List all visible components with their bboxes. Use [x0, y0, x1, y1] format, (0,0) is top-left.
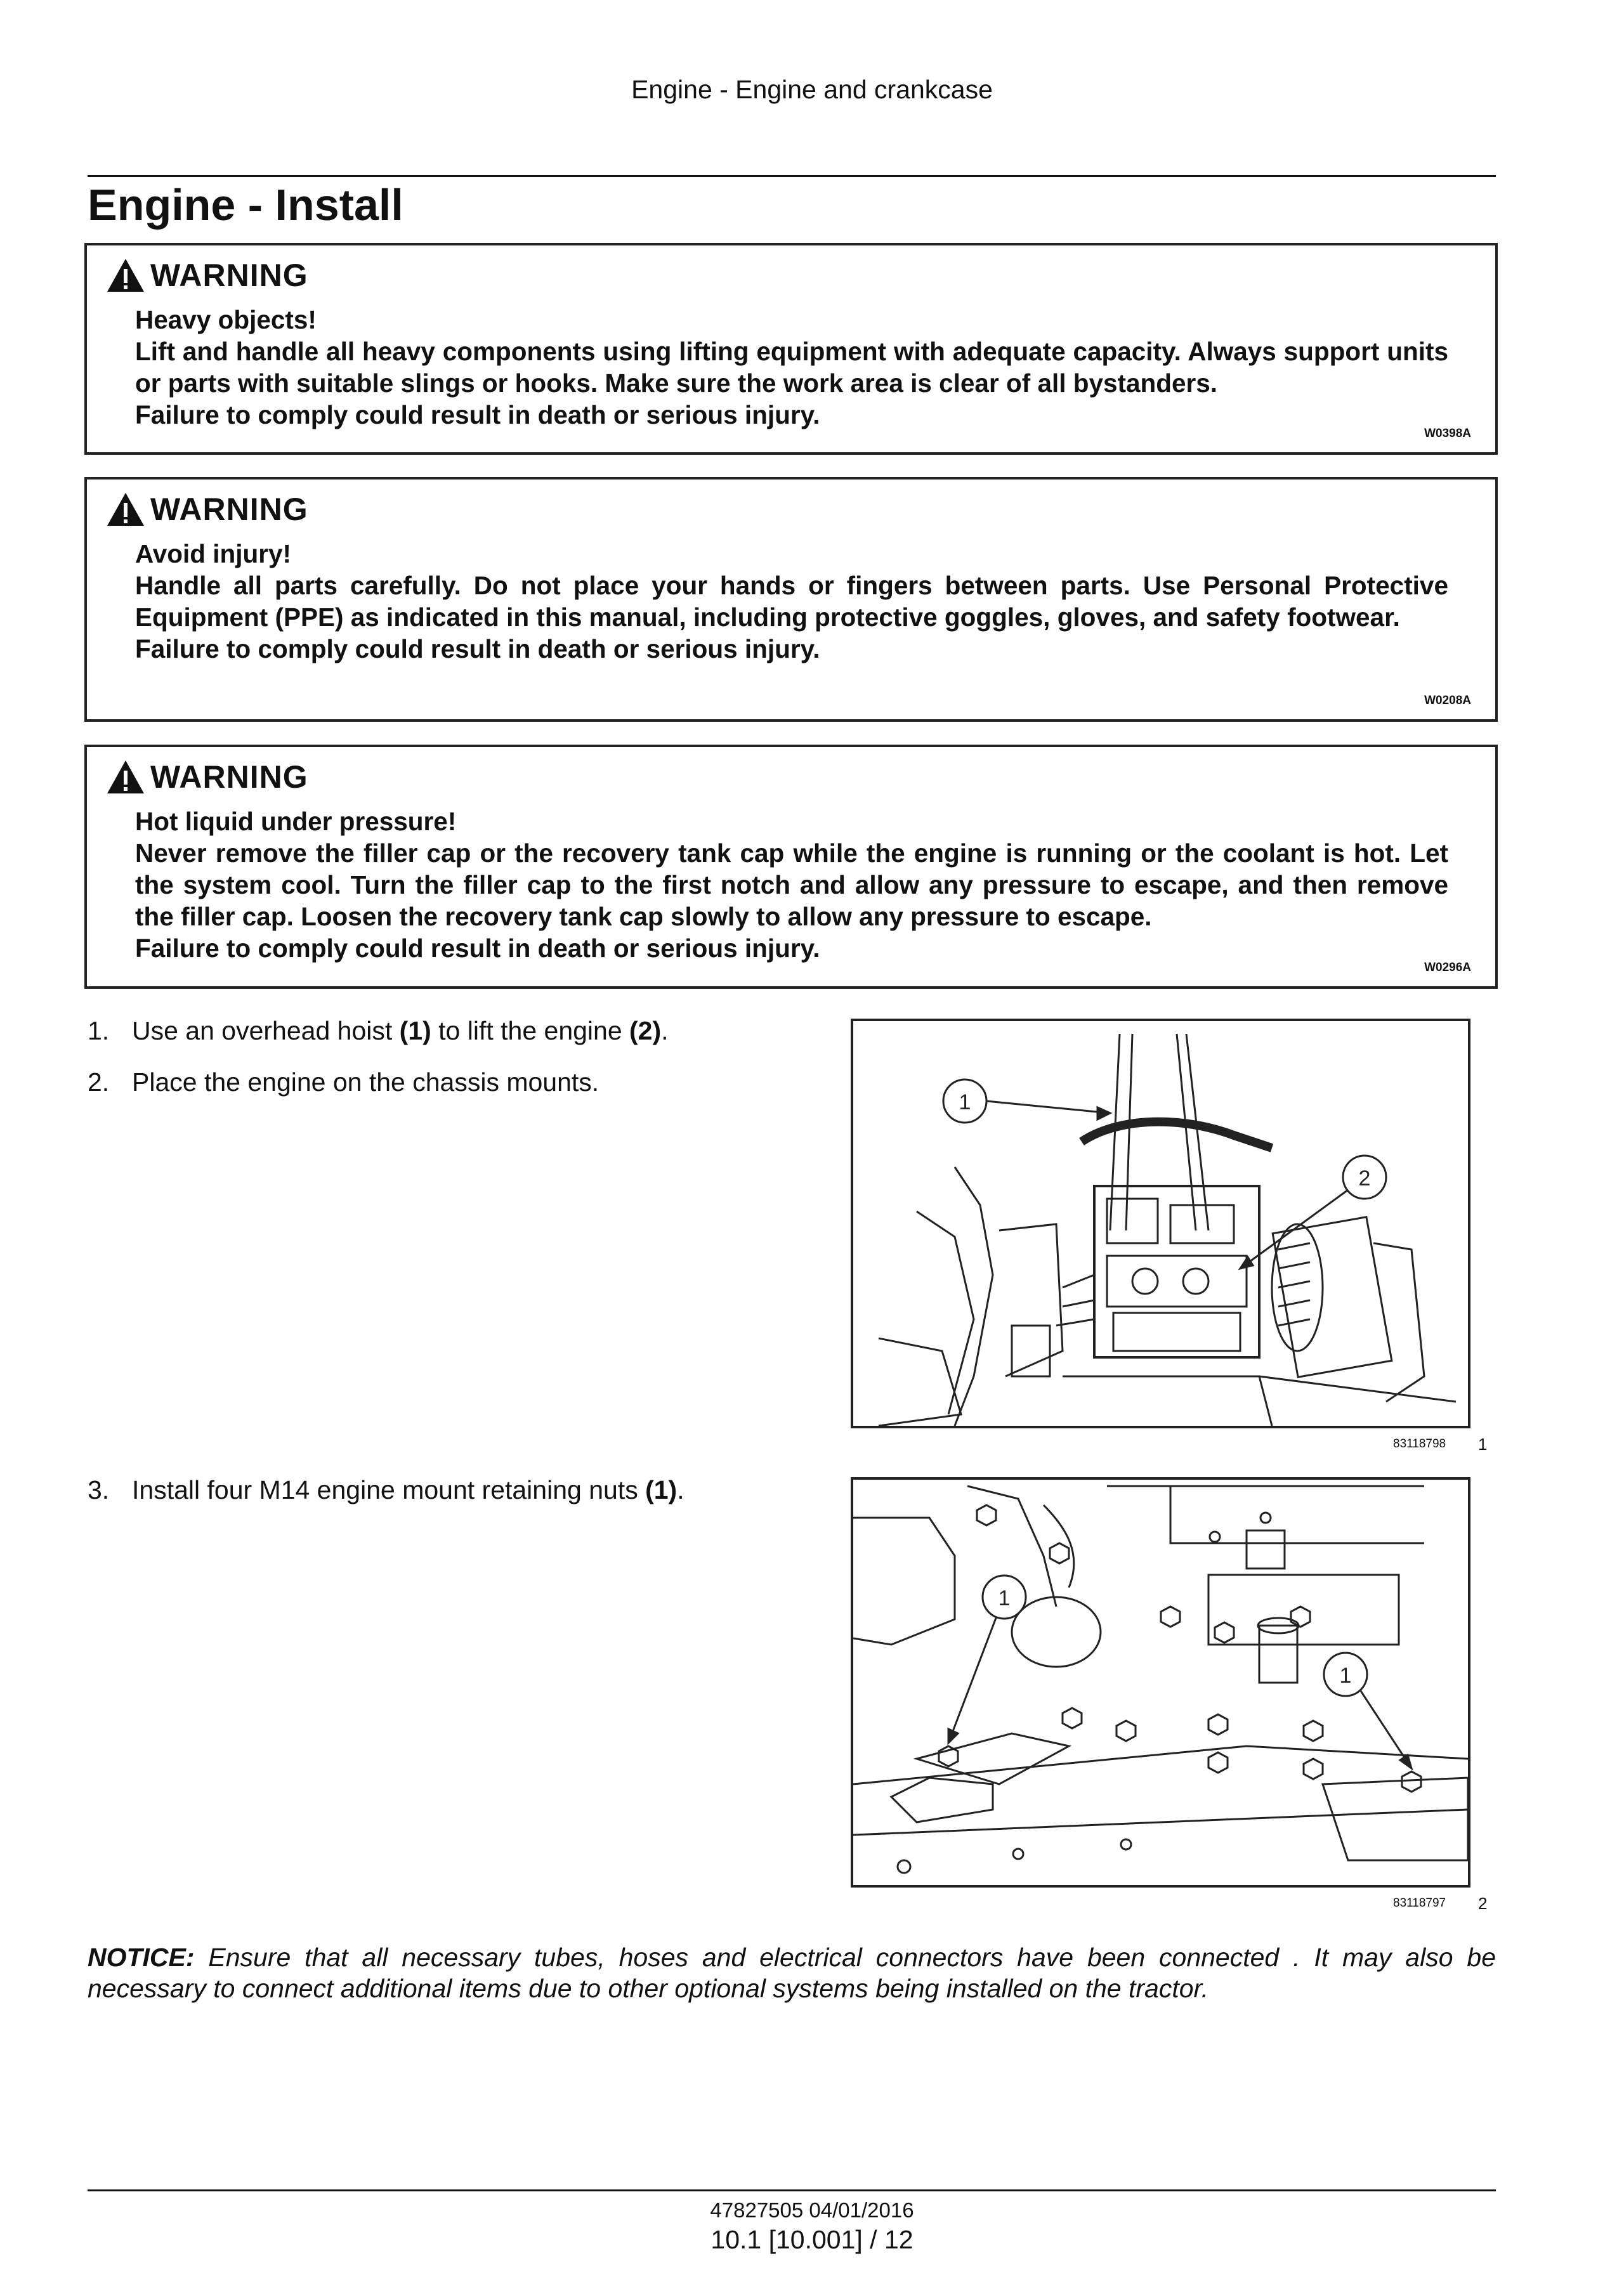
warning-consequence: Failure to comply could result in death or serious injury.: [135, 634, 820, 663]
step-number: 2.: [88, 1067, 110, 1097]
header-rule: [88, 175, 1496, 177]
warning-label: WARNING: [150, 759, 308, 795]
warning-text: Lift and handle all heavy components using lifting equipment with adequate capacity. Always support units or parts with suitable slings or hooks. Make sure the work area is clear of all bystanders.: [135, 337, 1448, 398]
figure-2-callout-1-left: 1: [998, 1586, 1011, 1610]
footer-page-ref: 10.1 [10.001] / 12: [710, 2225, 914, 2254]
step-3: 3. Install four M14 engine mount retaining nuts (1).: [88, 1475, 684, 1504]
figure-1-number: 1: [1478, 1435, 1488, 1454]
warning-lead: Avoid injury!: [135, 539, 292, 568]
running-header: Engine - Engine and crankcase: [631, 75, 993, 104]
warning-triangle-icon: [106, 759, 145, 795]
warning-code: W0208A: [1424, 694, 1471, 707]
callout-ref: (2): [629, 1016, 662, 1045]
step-number: 3.: [88, 1475, 110, 1504]
warning-triangle-icon: [106, 492, 145, 527]
step-2: 2. Place the engine on the chassis mounts.: [88, 1067, 599, 1097]
page-title: Engine - Install: [88, 180, 403, 230]
warning-triangle-icon: [106, 258, 145, 293]
warning-box-heavy-objects: [84, 243, 1498, 455]
warning-code: W0296A: [1424, 961, 1471, 974]
footer-doc-id: 47827505 04/01/2016: [710, 2198, 914, 2222]
warning-lead: Hot liquid under pressure!: [135, 807, 457, 836]
step-number: 1.: [88, 1016, 110, 1045]
figure-1-code: 83118798: [1393, 1437, 1446, 1451]
warning-code: W0398A: [1424, 427, 1471, 440]
notice-label: NOTICE:: [88, 1943, 195, 1972]
figure-1-callout-2: 2: [1358, 1166, 1371, 1190]
warning-label: WARNING: [150, 258, 308, 293]
footer-rule: [88, 2189, 1496, 2191]
figure-2-callout-1-right: 1: [1339, 1664, 1352, 1688]
engine-mount-illustration: [853, 1480, 1468, 1885]
warning-consequence: Failure to comply could result in death or serious injury.: [135, 934, 820, 963]
callout-ref: (1): [645, 1475, 678, 1504]
warning-text: Never remove the filler cap or the recovery tank cap while the engine is running or the coolant is hot. Let the system cool. Turn the filler cap to the first notch and allow any pressure to escape, and then remove the filler cap. Loosen the recovery tank cap slowly to allow any pressure to escape.: [135, 838, 1448, 931]
callout-ref: (1): [399, 1016, 431, 1045]
step-1: 1. Use an overhead hoist (1) to lift the engine (2).: [88, 1016, 669, 1045]
engine-hoist-illustration: [853, 1021, 1468, 1426]
figure-2-code: 83118797: [1393, 1896, 1446, 1910]
warning-box-hot-liquid: [84, 745, 1498, 989]
warning-box-avoid-injury: [84, 477, 1498, 722]
figure-1-callout-1: 1: [959, 1090, 971, 1114]
warning-lead: Heavy objects!: [135, 305, 317, 334]
figure-engine-hoist: [851, 1019, 1470, 1428]
warning-consequence: Failure to comply could result in death or serious injury.: [135, 400, 820, 429]
warning-label: WARNING: [150, 492, 308, 527]
figure-2-number: 2: [1478, 1894, 1488, 1913]
warning-text: Handle all parts carefully. Do not place your hands or fingers between parts. Use Personal Protective Equipment (PPE) as indicated in this manual, including protective goggles, gloves, and safety footwear.: [135, 571, 1448, 632]
figure-engine-mounts: [851, 1477, 1470, 1888]
notice-paragraph: [88, 1942, 1496, 2004]
notice-text: Ensure that all necessary tubes, hoses and electrical connectors have been connected . It may also be necessary to connect additional items due to other optional systems being installed on the tractor.: [88, 1943, 1496, 2003]
